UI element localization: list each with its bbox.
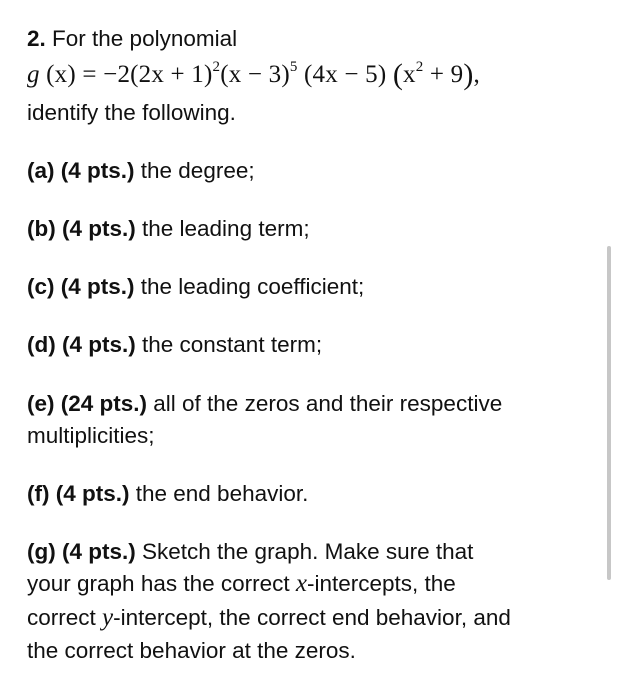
factor-4-exponent: 2 [415,59,424,75]
part-g-line-2 [27,569,456,599]
part-g-line-4: the correct behavior at the zeros. [27,638,356,663]
x-variable: x [295,570,307,597]
part-f [27,479,308,509]
part-e-label: (e) (24 pts.) [27,391,148,416]
trailing-comma: , [473,61,480,88]
part-e-text: all of the zeros and their respective [147,391,503,416]
vertical-scrollbar[interactable] [607,246,611,580]
part-f-text: the end behavior. [129,481,309,506]
factor-4-base: x [403,61,416,88]
part-a-label: (a) (4 pts.) [27,158,135,183]
equals-sign: = [82,61,97,88]
factor-1-exponent: 2 [212,59,221,75]
part-d-text: the constant term; [135,332,323,357]
part-g [27,537,473,567]
factor-2-exponent: 5 [289,59,298,75]
part-g-line-3-b: -intercept, the correct end behavior, and [113,605,511,630]
part-g-label: (g) (4 pts.) [27,539,136,564]
part-g-line-3-a: correct [27,605,103,630]
part-d [27,330,322,360]
part-g-text: Sketch the graph. Make sure that [135,539,474,564]
y-variable: y [102,604,114,631]
part-f-label: (f) (4 pts.) [27,481,130,506]
leading-constant: −2 [103,61,131,88]
factor-4-tail: + 9 [423,61,464,88]
part-g-line-2-b: -intercepts, the [307,571,456,596]
part-e [27,389,502,419]
part-b-label: (b) (4 pts.) [27,216,136,241]
part-c-text: the leading coefficient; [134,274,365,299]
function-arg: (x) [46,61,76,88]
part-a-text: the degree; [134,158,255,183]
part-a [27,156,255,186]
part-d-label: (d) (4 pts.) [27,332,136,357]
part-c-label: (c) (4 pts.) [27,274,135,299]
part-g-line-2-a: your graph has the correct [27,571,296,596]
factor-2: (x − 3) [220,61,290,88]
problem-number: 2. [27,26,46,51]
factor-4-open-paren: ( [392,58,404,91]
part-g-line-3 [27,603,511,633]
factor-1: (2x + 1) [130,61,213,88]
part-b-text: the leading term; [135,216,310,241]
part-b [27,214,310,244]
factor-3: (4x − 5) [304,61,387,88]
factor-4-close-paren: ) [463,58,474,91]
function-name: g [27,61,40,88]
problem-outro: identify the following. [27,100,236,125]
part-c [27,272,364,302]
part-e-continued: multiplicities; [27,423,155,448]
polynomial-expression [27,58,480,93]
problem-header [27,24,237,54]
problem-intro: For the polynomial [52,26,238,51]
